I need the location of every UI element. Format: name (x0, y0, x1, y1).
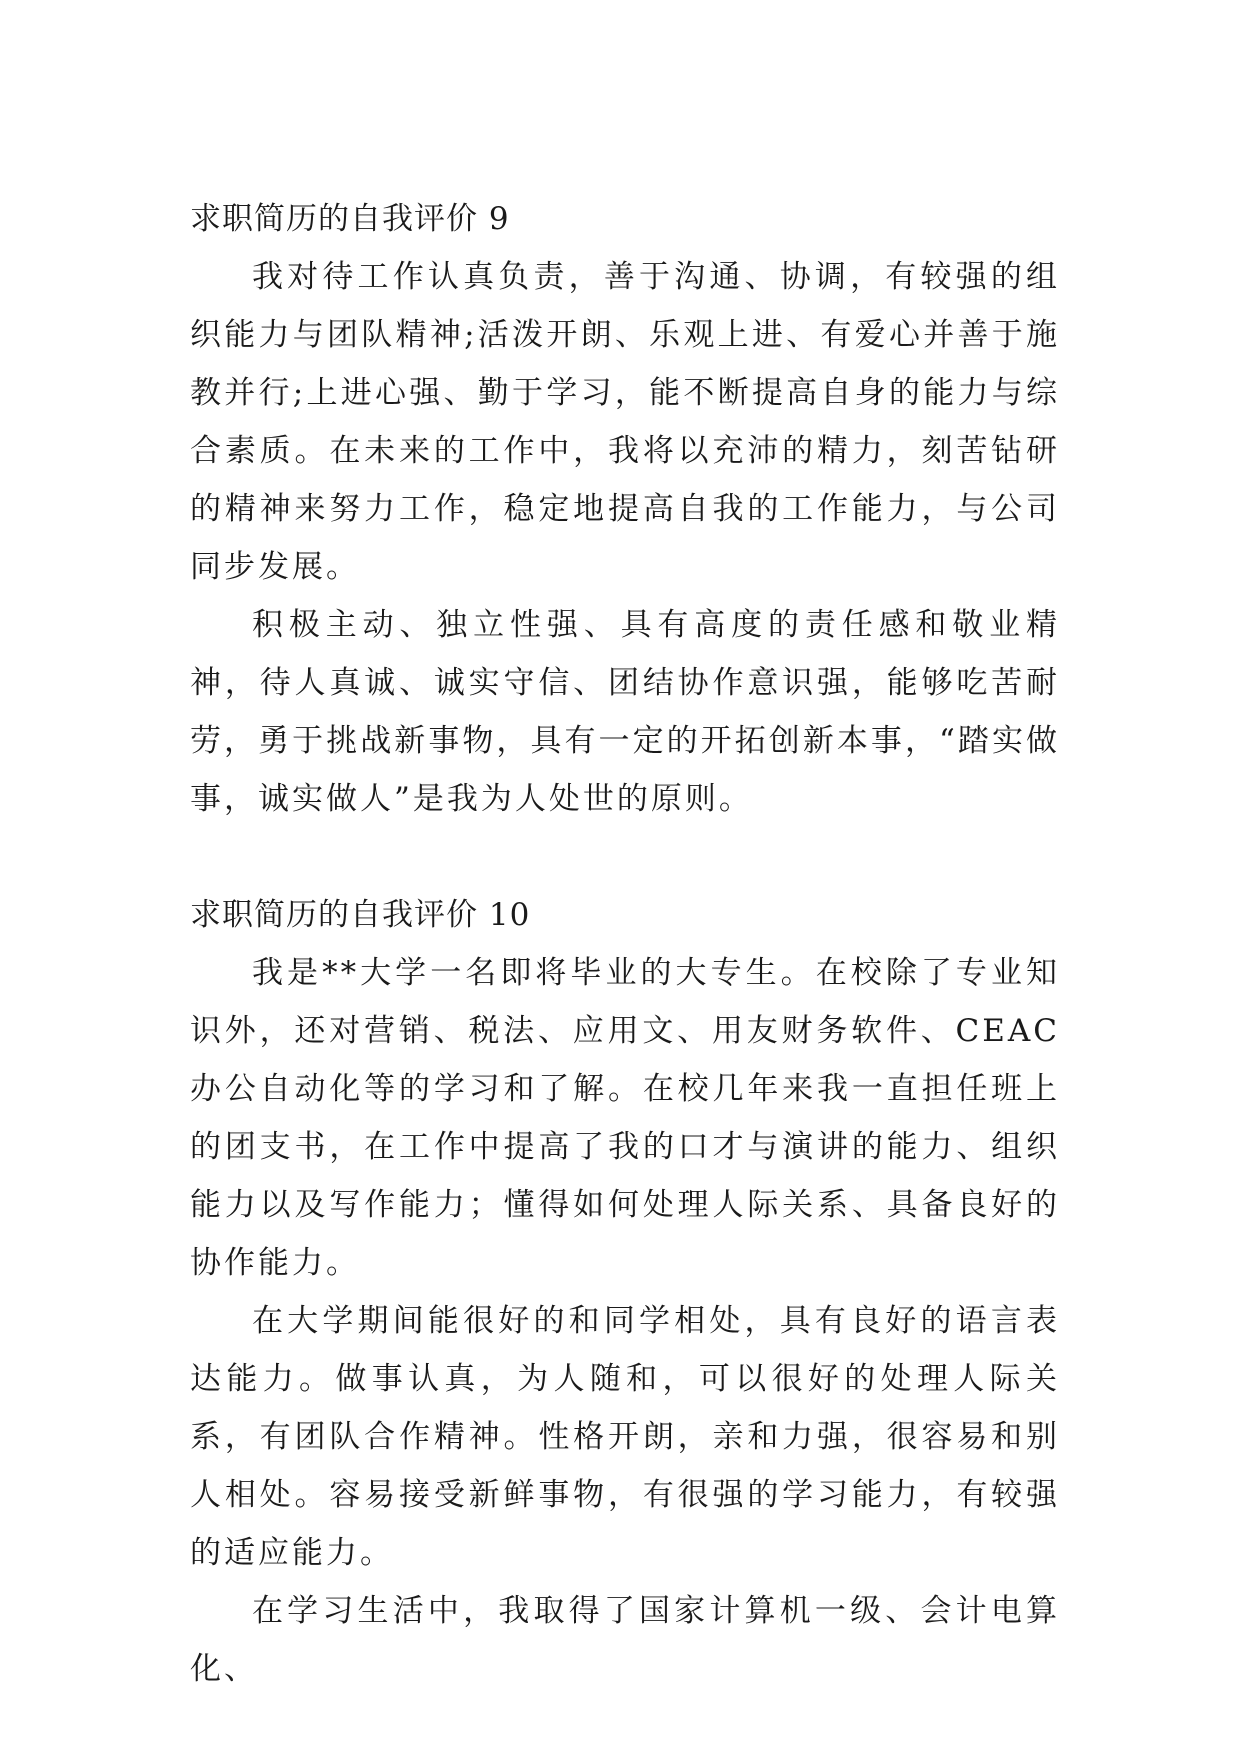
section-title: 求职简历的自我评价 10 (190, 897, 531, 933)
section-self-evaluation-10 (190, 886, 1060, 1698)
document-body (190, 190, 1060, 1698)
paragraph: 我对待工作认真负责，善于沟通、协调，有较强的组织能力与团队精神;活泼开朗、乐观上进、有爱心并善于施教并行;上进心强、勤于学习，能不断提高自身的能力与综合素质。在未来的工作中，我将以充沛的精力，刻苦钻研的精神来努力工作，稳定地提高自我的工作能力，与公司同步发展。 (190, 259, 1060, 585)
section-self-evaluation-9 (190, 190, 1060, 828)
paragraph: 我是**大学一名即将毕业的大专生。在校除了专业知识外，还对营销、税法、应用文、用友财务软件、CEAC 办公自动化等的学习和了解。在校几年来我一直担任班上的团支书，在工作中提高了我的口才与演讲的能力、组织能力以及写作能力；懂得如何处理人际关系、具备良好的协作能力。 (190, 955, 1060, 1281)
paragraph: 积极主动、独立性强、具有高度的责任感和敬业精神，待人真诚、诚实守信、团结协作意识强，能够吃苦耐劳，勇于挑战新事物，具有一定的开拓创新本事，“踏实做事，诚实做人”是我为人处世的原则。 (190, 607, 1060, 817)
section-spacer (190, 828, 1060, 886)
paragraph: 在学习生活中，我取得了国家计算机一级、会计电算化、 (190, 1593, 1060, 1687)
section-title: 求职简历的自我评价 9 (190, 201, 510, 237)
paragraph: 在大学期间能很好的和同学相处，具有良好的语言表达能力。做事认真，为人随和，可以很好的处理人际关系，有团队合作精神。性格开朗，亲和力强，很容易和别人相处。容易接受新鲜事物，有很强的学习能力，有较强的适应能力。 (190, 1303, 1060, 1571)
